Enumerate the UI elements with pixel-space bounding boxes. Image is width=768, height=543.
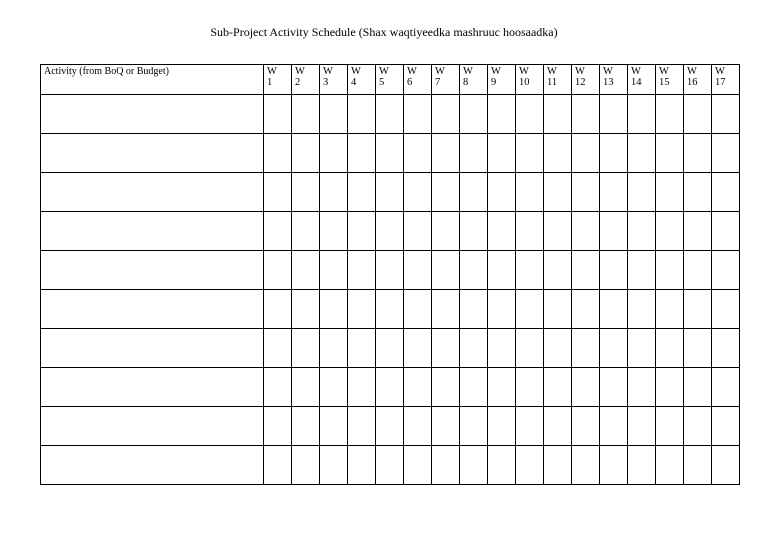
week-cell[interactable] xyxy=(320,446,348,485)
week-prefix: W xyxy=(547,66,557,77)
week-cell[interactable] xyxy=(628,212,656,251)
week-cell[interactable] xyxy=(684,329,712,368)
week-column-header xyxy=(628,65,656,95)
week-cell[interactable] xyxy=(432,95,460,134)
week-cell[interactable] xyxy=(292,446,320,485)
week-column-header xyxy=(544,65,572,95)
week-cell[interactable] xyxy=(544,173,572,212)
week-cell[interactable] xyxy=(348,407,376,446)
week-cell[interactable] xyxy=(460,212,488,251)
week-column-header xyxy=(600,65,628,95)
week-cell[interactable] xyxy=(488,446,516,485)
week-number: 9 xyxy=(491,77,497,88)
week-cell[interactable] xyxy=(628,290,656,329)
week-cell[interactable] xyxy=(264,173,292,212)
table-row xyxy=(41,329,740,368)
week-cell[interactable] xyxy=(600,407,628,446)
week-number: 2 xyxy=(295,77,301,88)
week-cell[interactable] xyxy=(376,95,404,134)
week-prefix: W xyxy=(295,66,305,77)
week-cell[interactable] xyxy=(656,290,684,329)
activity-cell[interactable] xyxy=(41,446,264,485)
week-cell[interactable] xyxy=(264,134,292,173)
activity-cell[interactable] xyxy=(41,134,264,173)
week-cell[interactable] xyxy=(320,134,348,173)
week-cell[interactable] xyxy=(320,290,348,329)
week-prefix: W xyxy=(519,66,529,77)
week-column-header xyxy=(684,65,712,95)
table-row xyxy=(41,212,740,251)
week-cell[interactable] xyxy=(320,368,348,407)
week-cell[interactable] xyxy=(292,290,320,329)
week-cell[interactable] xyxy=(684,134,712,173)
week-prefix: W xyxy=(435,66,445,77)
week-cell[interactable] xyxy=(572,251,600,290)
week-cell[interactable] xyxy=(600,173,628,212)
week-cell[interactable] xyxy=(516,290,544,329)
week-column-header xyxy=(656,65,684,95)
week-cell[interactable] xyxy=(544,290,572,329)
week-number: 17 xyxy=(715,77,726,88)
week-cell[interactable] xyxy=(600,446,628,485)
week-prefix: W xyxy=(715,66,725,77)
table-row xyxy=(41,446,740,485)
week-cell[interactable] xyxy=(264,95,292,134)
week-cell[interactable] xyxy=(460,446,488,485)
week-cell[interactable] xyxy=(292,95,320,134)
week-cell[interactable] xyxy=(628,329,656,368)
week-cell[interactable] xyxy=(684,368,712,407)
week-cell[interactable] xyxy=(404,290,432,329)
table-row xyxy=(41,290,740,329)
week-cell[interactable] xyxy=(712,368,740,407)
week-cell[interactable] xyxy=(432,212,460,251)
week-cell[interactable] xyxy=(348,95,376,134)
week-cell[interactable] xyxy=(432,134,460,173)
week-cell[interactable] xyxy=(292,173,320,212)
week-column-header xyxy=(320,65,348,95)
week-cell[interactable] xyxy=(432,368,460,407)
week-cell[interactable] xyxy=(404,329,432,368)
week-cell[interactable] xyxy=(264,290,292,329)
week-cell[interactable] xyxy=(376,290,404,329)
week-cell[interactable] xyxy=(628,446,656,485)
week-cell[interactable] xyxy=(544,329,572,368)
week-cell[interactable] xyxy=(348,368,376,407)
week-cell[interactable] xyxy=(516,329,544,368)
week-column-header xyxy=(404,65,432,95)
week-cell[interactable] xyxy=(656,251,684,290)
week-cell[interactable] xyxy=(460,329,488,368)
week-cell[interactable] xyxy=(544,407,572,446)
week-cell[interactable] xyxy=(488,368,516,407)
week-cell[interactable] xyxy=(544,95,572,134)
week-number: 10 xyxy=(519,77,530,88)
week-prefix: W xyxy=(575,66,585,77)
week-number: 4 xyxy=(351,77,357,88)
week-cell[interactable] xyxy=(628,407,656,446)
week-cell[interactable] xyxy=(404,212,432,251)
week-cell[interactable] xyxy=(292,134,320,173)
week-cell[interactable] xyxy=(544,446,572,485)
page-title: Sub-Project Activity Schedule (Shax waqtiyeedka mashruuc hoosaadka) xyxy=(210,25,558,39)
table-row xyxy=(41,95,740,134)
activity-cell[interactable] xyxy=(41,290,264,329)
week-cell[interactable] xyxy=(292,407,320,446)
week-number: 3 xyxy=(323,77,329,88)
week-prefix: W xyxy=(323,66,333,77)
week-cell[interactable] xyxy=(516,95,544,134)
week-cell[interactable] xyxy=(488,212,516,251)
activity-cell[interactable] xyxy=(41,368,264,407)
week-cell[interactable] xyxy=(460,290,488,329)
week-cell[interactable] xyxy=(516,251,544,290)
week-cell[interactable] xyxy=(460,134,488,173)
week-cell[interactable] xyxy=(292,212,320,251)
week-cell[interactable] xyxy=(516,173,544,212)
week-cell[interactable] xyxy=(376,407,404,446)
week-cell[interactable] xyxy=(600,290,628,329)
week-cell[interactable] xyxy=(432,251,460,290)
week-number: 15 xyxy=(659,77,670,88)
week-cell[interactable] xyxy=(712,134,740,173)
activity-cell[interactable] xyxy=(41,212,264,251)
week-cell[interactable] xyxy=(432,446,460,485)
week-cell[interactable] xyxy=(320,407,348,446)
week-cell[interactable] xyxy=(572,329,600,368)
week-cell[interactable] xyxy=(320,212,348,251)
week-cell[interactable] xyxy=(264,368,292,407)
week-number: 14 xyxy=(631,77,642,88)
week-cell[interactable] xyxy=(460,95,488,134)
week-cell[interactable] xyxy=(264,446,292,485)
week-cell[interactable] xyxy=(264,212,292,251)
table-row xyxy=(41,407,740,446)
week-number: 6 xyxy=(407,77,413,88)
week-cell[interactable] xyxy=(516,368,544,407)
week-prefix: W xyxy=(463,66,473,77)
week-prefix: W xyxy=(351,66,361,77)
week-number: 13 xyxy=(603,77,614,88)
week-cell[interactable] xyxy=(600,251,628,290)
week-cell[interactable] xyxy=(460,407,488,446)
activity-cell[interactable] xyxy=(41,251,264,290)
week-cell[interactable] xyxy=(572,134,600,173)
week-cell[interactable] xyxy=(348,212,376,251)
week-column-header xyxy=(460,65,488,95)
week-prefix: W xyxy=(631,66,641,77)
week-cell[interactable] xyxy=(292,329,320,368)
week-cell[interactable] xyxy=(488,407,516,446)
week-cell[interactable] xyxy=(292,251,320,290)
activity-cell[interactable] xyxy=(41,95,264,134)
week-cell[interactable] xyxy=(264,251,292,290)
week-cell[interactable] xyxy=(600,95,628,134)
week-cell[interactable] xyxy=(432,290,460,329)
week-number: 11 xyxy=(547,77,558,88)
week-cell[interactable] xyxy=(516,134,544,173)
week-cell[interactable] xyxy=(376,446,404,485)
week-cell[interactable] xyxy=(684,173,712,212)
table-row xyxy=(41,173,740,212)
week-cell[interactable] xyxy=(712,329,740,368)
week-cell[interactable] xyxy=(404,368,432,407)
week-cell[interactable] xyxy=(600,368,628,407)
week-number: 5 xyxy=(379,77,385,88)
header-row xyxy=(41,65,740,95)
week-cell[interactable] xyxy=(460,251,488,290)
week-cell[interactable] xyxy=(404,407,432,446)
week-cell[interactable] xyxy=(348,290,376,329)
week-cell[interactable] xyxy=(320,329,348,368)
week-cell[interactable] xyxy=(320,251,348,290)
week-cell[interactable] xyxy=(572,407,600,446)
week-cell[interactable] xyxy=(516,407,544,446)
week-cell[interactable] xyxy=(488,173,516,212)
week-cell[interactable] xyxy=(572,290,600,329)
week-number: 12 xyxy=(575,77,586,88)
week-cell[interactable] xyxy=(684,251,712,290)
week-cell[interactable] xyxy=(600,134,628,173)
week-cell[interactable] xyxy=(572,173,600,212)
week-cell[interactable] xyxy=(376,173,404,212)
week-cell[interactable] xyxy=(656,95,684,134)
table-row xyxy=(41,134,740,173)
week-cell[interactable] xyxy=(712,173,740,212)
week-cell[interactable] xyxy=(376,134,404,173)
activity-column-header: Activity (from BoQ or Budget) xyxy=(41,65,264,95)
week-cell[interactable] xyxy=(348,173,376,212)
week-cell[interactable] xyxy=(488,134,516,173)
week-cell[interactable] xyxy=(684,446,712,485)
week-cell[interactable] xyxy=(712,290,740,329)
week-cell[interactable] xyxy=(516,212,544,251)
week-column-header xyxy=(432,65,460,95)
week-prefix: W xyxy=(407,66,417,77)
week-cell[interactable] xyxy=(656,212,684,251)
week-prefix: W xyxy=(687,66,697,77)
table-row xyxy=(41,251,740,290)
week-column-header xyxy=(516,65,544,95)
week-cell[interactable] xyxy=(656,134,684,173)
week-cell[interactable] xyxy=(376,368,404,407)
week-cell[interactable] xyxy=(460,173,488,212)
week-cell[interactable] xyxy=(628,134,656,173)
week-number: 1 xyxy=(267,77,273,88)
week-cell[interactable] xyxy=(348,251,376,290)
week-cell[interactable] xyxy=(544,212,572,251)
week-cell[interactable] xyxy=(544,368,572,407)
week-cell[interactable] xyxy=(684,290,712,329)
week-cell[interactable] xyxy=(404,446,432,485)
week-cell[interactable] xyxy=(656,329,684,368)
week-cell[interactable] xyxy=(656,407,684,446)
week-cell[interactable] xyxy=(572,212,600,251)
week-cell[interactable] xyxy=(292,368,320,407)
week-cell[interactable] xyxy=(572,368,600,407)
week-cell[interactable] xyxy=(376,251,404,290)
week-column-header xyxy=(292,65,320,95)
week-number: 16 xyxy=(687,77,698,88)
week-cell[interactable] xyxy=(656,173,684,212)
week-cell[interactable] xyxy=(516,446,544,485)
week-cell[interactable] xyxy=(712,95,740,134)
week-number: 8 xyxy=(463,77,469,88)
week-cell[interactable] xyxy=(712,407,740,446)
week-cell[interactable] xyxy=(404,173,432,212)
week-cell[interactable] xyxy=(628,368,656,407)
week-cell[interactable] xyxy=(320,95,348,134)
week-cell[interactable] xyxy=(432,407,460,446)
week-cell[interactable] xyxy=(572,95,600,134)
week-cell[interactable] xyxy=(712,446,740,485)
week-cell[interactable] xyxy=(488,329,516,368)
week-cell[interactable] xyxy=(628,173,656,212)
week-cell[interactable] xyxy=(264,329,292,368)
week-cell[interactable] xyxy=(488,290,516,329)
week-cell[interactable] xyxy=(460,368,488,407)
week-prefix: W xyxy=(491,66,501,77)
week-cell[interactable] xyxy=(348,329,376,368)
week-cell[interactable] xyxy=(348,446,376,485)
week-cell[interactable] xyxy=(544,134,572,173)
week-cell[interactable] xyxy=(404,134,432,173)
week-cell[interactable] xyxy=(264,407,292,446)
week-cell[interactable] xyxy=(600,329,628,368)
week-column-header xyxy=(572,65,600,95)
week-cell[interactable] xyxy=(376,329,404,368)
week-cell[interactable] xyxy=(376,212,404,251)
week-cell[interactable] xyxy=(684,212,712,251)
schedule-body xyxy=(41,95,740,485)
week-cell[interactable] xyxy=(684,95,712,134)
week-cell[interactable] xyxy=(544,251,572,290)
week-prefix: W xyxy=(659,66,669,77)
table-row xyxy=(41,368,740,407)
week-cell[interactable] xyxy=(572,446,600,485)
week-number: 7 xyxy=(435,77,441,88)
week-cell[interactable] xyxy=(656,368,684,407)
week-column-header xyxy=(712,65,740,95)
week-cell[interactable] xyxy=(684,407,712,446)
week-cell[interactable] xyxy=(628,251,656,290)
activity-schedule-table xyxy=(40,64,740,485)
week-cell[interactable] xyxy=(348,134,376,173)
activity-cell[interactable] xyxy=(41,407,264,446)
activity-cell[interactable] xyxy=(41,329,264,368)
week-column-header xyxy=(264,65,292,95)
week-cell[interactable] xyxy=(712,251,740,290)
week-cell[interactable] xyxy=(600,212,628,251)
week-column-header xyxy=(488,65,516,95)
week-prefix: W xyxy=(379,66,389,77)
week-cell[interactable] xyxy=(320,173,348,212)
week-cell[interactable] xyxy=(432,329,460,368)
activity-cell[interactable] xyxy=(41,173,264,212)
week-column-header xyxy=(376,65,404,95)
week-cell[interactable] xyxy=(712,212,740,251)
week-column-header xyxy=(348,65,376,95)
week-cell[interactable] xyxy=(628,95,656,134)
week-cell[interactable] xyxy=(488,251,516,290)
week-cell[interactable] xyxy=(404,251,432,290)
week-cell[interactable] xyxy=(432,173,460,212)
week-prefix: W xyxy=(267,66,277,77)
week-prefix: W xyxy=(603,66,613,77)
week-cell[interactable] xyxy=(656,446,684,485)
week-cell[interactable] xyxy=(488,95,516,134)
week-cell[interactable] xyxy=(404,95,432,134)
